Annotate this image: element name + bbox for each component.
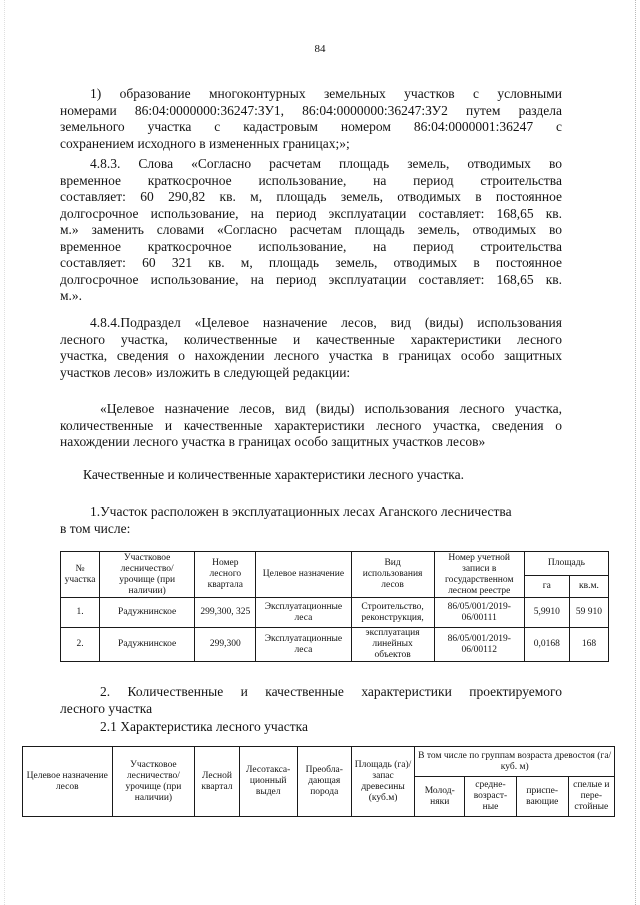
paragraph-8 <box>100 719 560 736</box>
paragraph-6 <box>60 504 562 537</box>
cell-ha: 0,0168 <box>524 628 569 662</box>
cell-quarter: 299,300 <box>195 628 256 662</box>
header-age-groups: В том числе по группам возраста древостоя (га/куб. м) <box>415 747 615 777</box>
paragraph-line: лесного участка, количественные и качественные характеристики лесного <box>60 331 562 347</box>
paragraph-line: лесного участка <box>60 700 153 716</box>
paragraph-3 <box>60 315 562 381</box>
cell-num: 2. <box>61 628 100 662</box>
header-forestry: Участковое лесничество/ урочище (при наличии) <box>112 747 195 817</box>
cell-registry: 86/05/001/2019-06/00112 <box>434 628 524 662</box>
cell-ha: 5,9910 <box>524 598 569 628</box>
paragraph-line: земельного участка с кадастровым номером 86:04:0000001:36247 с <box>60 119 562 134</box>
header-taxa: Лесотакса-ционный выдел <box>239 747 297 817</box>
header-registry: Номер учетной записи в государственном лесном реестре <box>434 552 524 598</box>
cell-forestry: Радужнинское <box>100 628 195 662</box>
paragraph-1 <box>60 86 562 152</box>
cell-quarter: 299,300, 325 <box>195 598 256 628</box>
header-ha: га <box>524 576 569 598</box>
cell-sqm: 168 <box>569 628 608 662</box>
header-forestry: Участковое лесничество/ урочище (при наличии) <box>100 552 195 598</box>
header-species: Преобла-дающая порода <box>297 747 351 817</box>
forest-characteristics-table <box>22 746 615 817</box>
header-young: Молод-няки <box>415 777 465 817</box>
header-middle: средне-возраст-ные <box>465 777 517 817</box>
paragraph-line: нахождении лесного участка в границах особо защитных участков лесов» <box>60 434 486 449</box>
paragraph-line: «Целевое назначение лесов, вид (виды) использования лесного участка, <box>100 401 562 416</box>
paragraph-line: составляет: 60 321 кв. м, площадь земель, отводимых в постоянное <box>60 255 562 270</box>
scan-edge-right <box>633 0 636 905</box>
header-use: Вид использования лесов <box>351 552 434 598</box>
header-area: Площадь <box>524 552 608 576</box>
cell-sqm: 59 910 <box>569 598 608 628</box>
cell-purpose: Эксплуатационные леса <box>256 598 351 628</box>
header-quarter: Лесной квартал <box>195 747 239 817</box>
header-quarter: Номер лесного квартала <box>195 552 256 598</box>
paragraph-line: составляет: 60 290,82 кв. м, площадь земель, отводимых в постоянное <box>60 189 562 204</box>
paragraph-line: номерами 86:04:0000000:36247:ЗУ1, 86:04:0000000:36247:ЗУ2 путем раздела <box>60 102 562 118</box>
paragraph-line: 4.8.3. Слова «Согласно расчетам площадь земель, отводимых во <box>90 156 562 171</box>
header-premature: приспе-вающие <box>516 777 568 817</box>
table-row <box>61 598 609 628</box>
table-row <box>61 628 609 662</box>
paragraph-line: 4.8.4.Подраздел «Целевое назначение лесов, вид (виды) использования <box>90 315 562 330</box>
header-num: № участка <box>61 552 100 598</box>
paragraph-line: долгосрочное использование, на период эксплуатации составляет: 168,65 кв. <box>60 271 562 287</box>
paragraph-line: количественные и качественные характеристики лесного участка, сведения о <box>60 417 562 433</box>
cell-use: Строительство, реконструкция, <box>351 598 434 628</box>
forest-plots-table <box>60 551 609 662</box>
scan-edge-left <box>4 0 6 905</box>
cell-forestry: Радужнинское <box>100 598 195 628</box>
cell-purpose: Эксплуатационные леса <box>256 628 351 662</box>
page-number: 84 <box>314 43 326 55</box>
paragraph-line: 1) образование многоконтурных земельных участков с условными <box>90 86 562 101</box>
paragraph-line: 1.Участок расположен в эксплуатационных лесах Аганского лесничества <box>90 504 512 519</box>
paragraph-2 <box>60 156 562 305</box>
paragraph-5 <box>83 467 563 484</box>
header-purpose: Целевое назначение лесов <box>23 747 113 817</box>
paragraph-line: 2.1 Характеристика лесного участка <box>100 719 308 734</box>
header-purpose: Целевое назначение <box>256 552 351 598</box>
paragraph-line: участков лесов» изложить в следующей редакции: <box>60 364 351 380</box>
cell-num: 1. <box>61 598 100 628</box>
paragraph-line: м.» заменить словами «Согласно расчетам площадь земель, отводимых во <box>60 222 562 237</box>
header-sqm: кв.м. <box>569 576 608 598</box>
paragraph-line: временное краткосрочное использование, на период строительства <box>60 238 562 254</box>
paragraph-4 <box>60 401 562 451</box>
paragraph-line: участка, сведения о нахождении лесного участка в границах особо защитных <box>60 348 562 363</box>
paragraph-line: м.». <box>60 288 83 303</box>
paragraph-7 <box>60 684 562 717</box>
paragraph-line: 2. Количественные и качественные характеристики проектируемого <box>100 684 562 699</box>
paragraph-line: в том числе: <box>60 520 131 536</box>
header-mature: спелые и пере-стойные <box>568 777 614 817</box>
cell-registry: 86/05/001/2019-06/00111 <box>434 598 524 628</box>
paragraph-line: Качественные и количественные характеристики лесного участка. <box>83 467 464 482</box>
paragraph-line: сохранением исходного в измененных границах;»; <box>60 135 350 151</box>
paragraph-line: временное краткосрочное использование, на период строительства <box>60 172 562 188</box>
cell-use: эксплуатация линейных объектов <box>351 628 434 662</box>
header-area-stock: Площадь (га)/ запас древесины (куб.м) <box>351 747 415 817</box>
paragraph-line: долгосрочное использование, на период эксплуатации составляет: 168,65 кв. <box>60 205 562 221</box>
